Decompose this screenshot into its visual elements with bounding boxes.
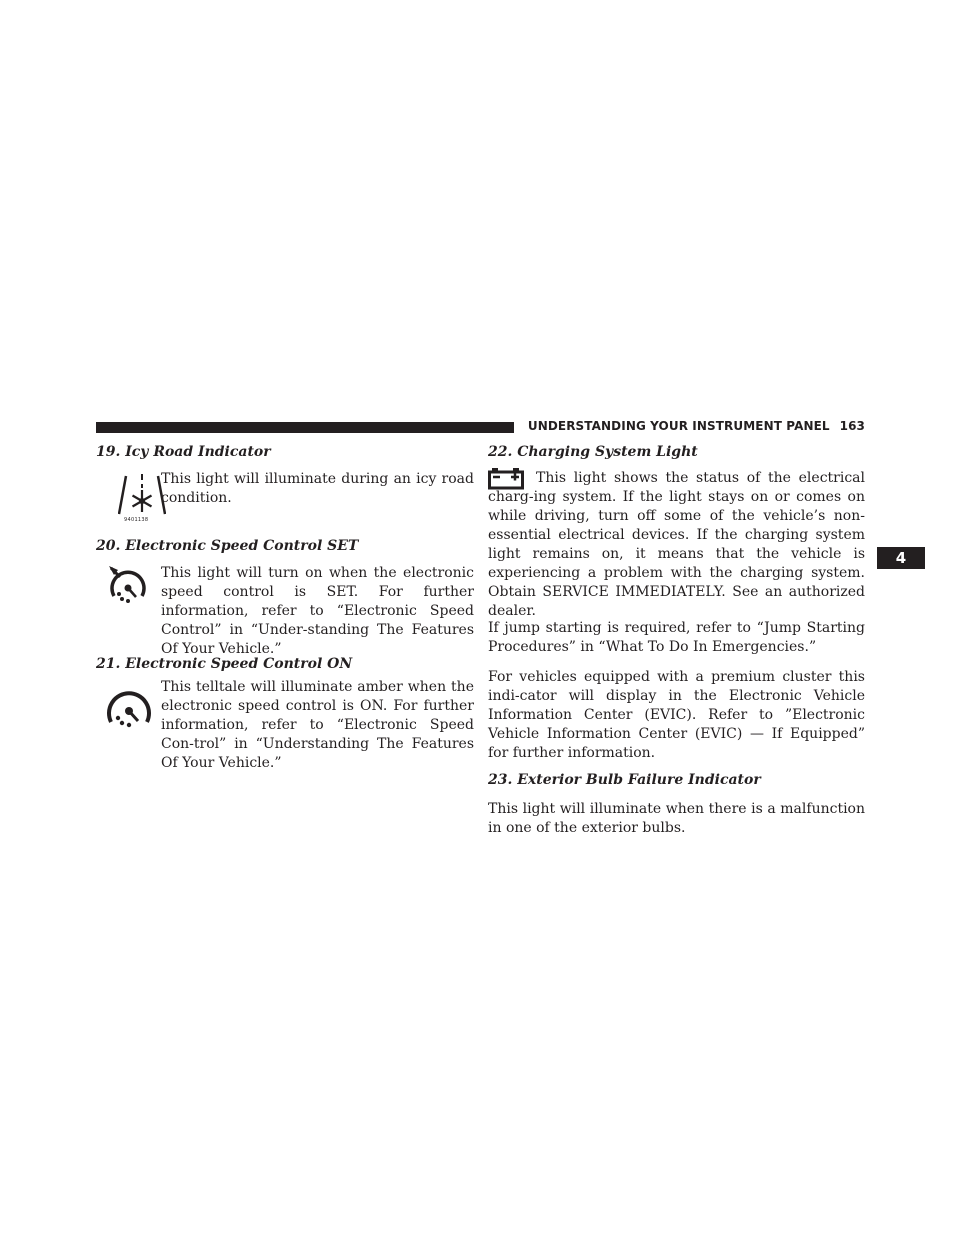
icy-road-icon xyxy=(118,470,166,526)
section-tab: 4 xyxy=(877,547,925,569)
charging-item xyxy=(488,440,865,619)
speed-control-on-icon xyxy=(104,684,154,730)
jump-start-text: If jump starting is required, refer to “Jump Starting Procedures” in “What To Do In Emergencies.” xyxy=(488,620,865,655)
header-title: UNDERSTANDING YOUR INSTRUMENT PANEL xyxy=(527,419,830,433)
speed-set-item xyxy=(96,534,474,657)
charging-heading: 22. Charging System Light xyxy=(488,444,698,460)
speed-set-text: This light will turn on when the electronic speed control is SET. For further information, refer to “Electronic Speed Control” in “Under-standing The Features Of Your Vehicle.” xyxy=(161,565,474,657)
icy-road-item xyxy=(96,440,474,526)
premium-cluster-text: For vehicles equipped with a premium cluster this indi-cator will display in the Electronic Vehicle Information Center (EVIC). Refer to ”Electronic Vehicle Information Center (EVIC) — If Equipped” for further information. xyxy=(488,669,865,761)
icy-road-text: This light will illuminate during an icy road condition. xyxy=(161,471,474,506)
left-column xyxy=(96,440,474,772)
running-header xyxy=(522,419,865,433)
right-column xyxy=(488,440,865,838)
speed-on-heading: 21. Electronic Speed Control ON xyxy=(96,656,353,672)
icon-code: 9401138 xyxy=(124,517,149,523)
battery-icon xyxy=(488,468,524,490)
charging-text: This light shows the status of the electrical charg-ing system. If the light stays on or comes on while driving, turn off some of the vehicle’s non-essential electrical devices. If the charging system light remains on, it means that the vehicle is experiencing a problem with the charging system. Obtain SERVICE IMMEDIATELY. See an authorized dealer. xyxy=(488,470,865,619)
bulb-heading: 23. Exterior Bulb Failure Indicator xyxy=(488,772,761,788)
page-number: 163 xyxy=(839,419,865,433)
speed-on-item xyxy=(96,652,474,772)
speed-set-heading: 20. Electronic Speed Control SET xyxy=(96,538,359,554)
bulb-text: This light will illuminate when there is a malfunction in one of the exterior bulbs. xyxy=(488,801,865,836)
speed-control-set-icon xyxy=(106,564,150,606)
header-bar xyxy=(96,422,514,433)
speed-on-text: This telltale will illuminate amber when the electronic speed control is ON. For further information, refer to “Electronic Speed Con-trol” in “Understanding The Features Of Your Vehicle.” xyxy=(161,679,474,771)
icy-road-heading: 19. Icy Road Indicator xyxy=(96,444,271,460)
